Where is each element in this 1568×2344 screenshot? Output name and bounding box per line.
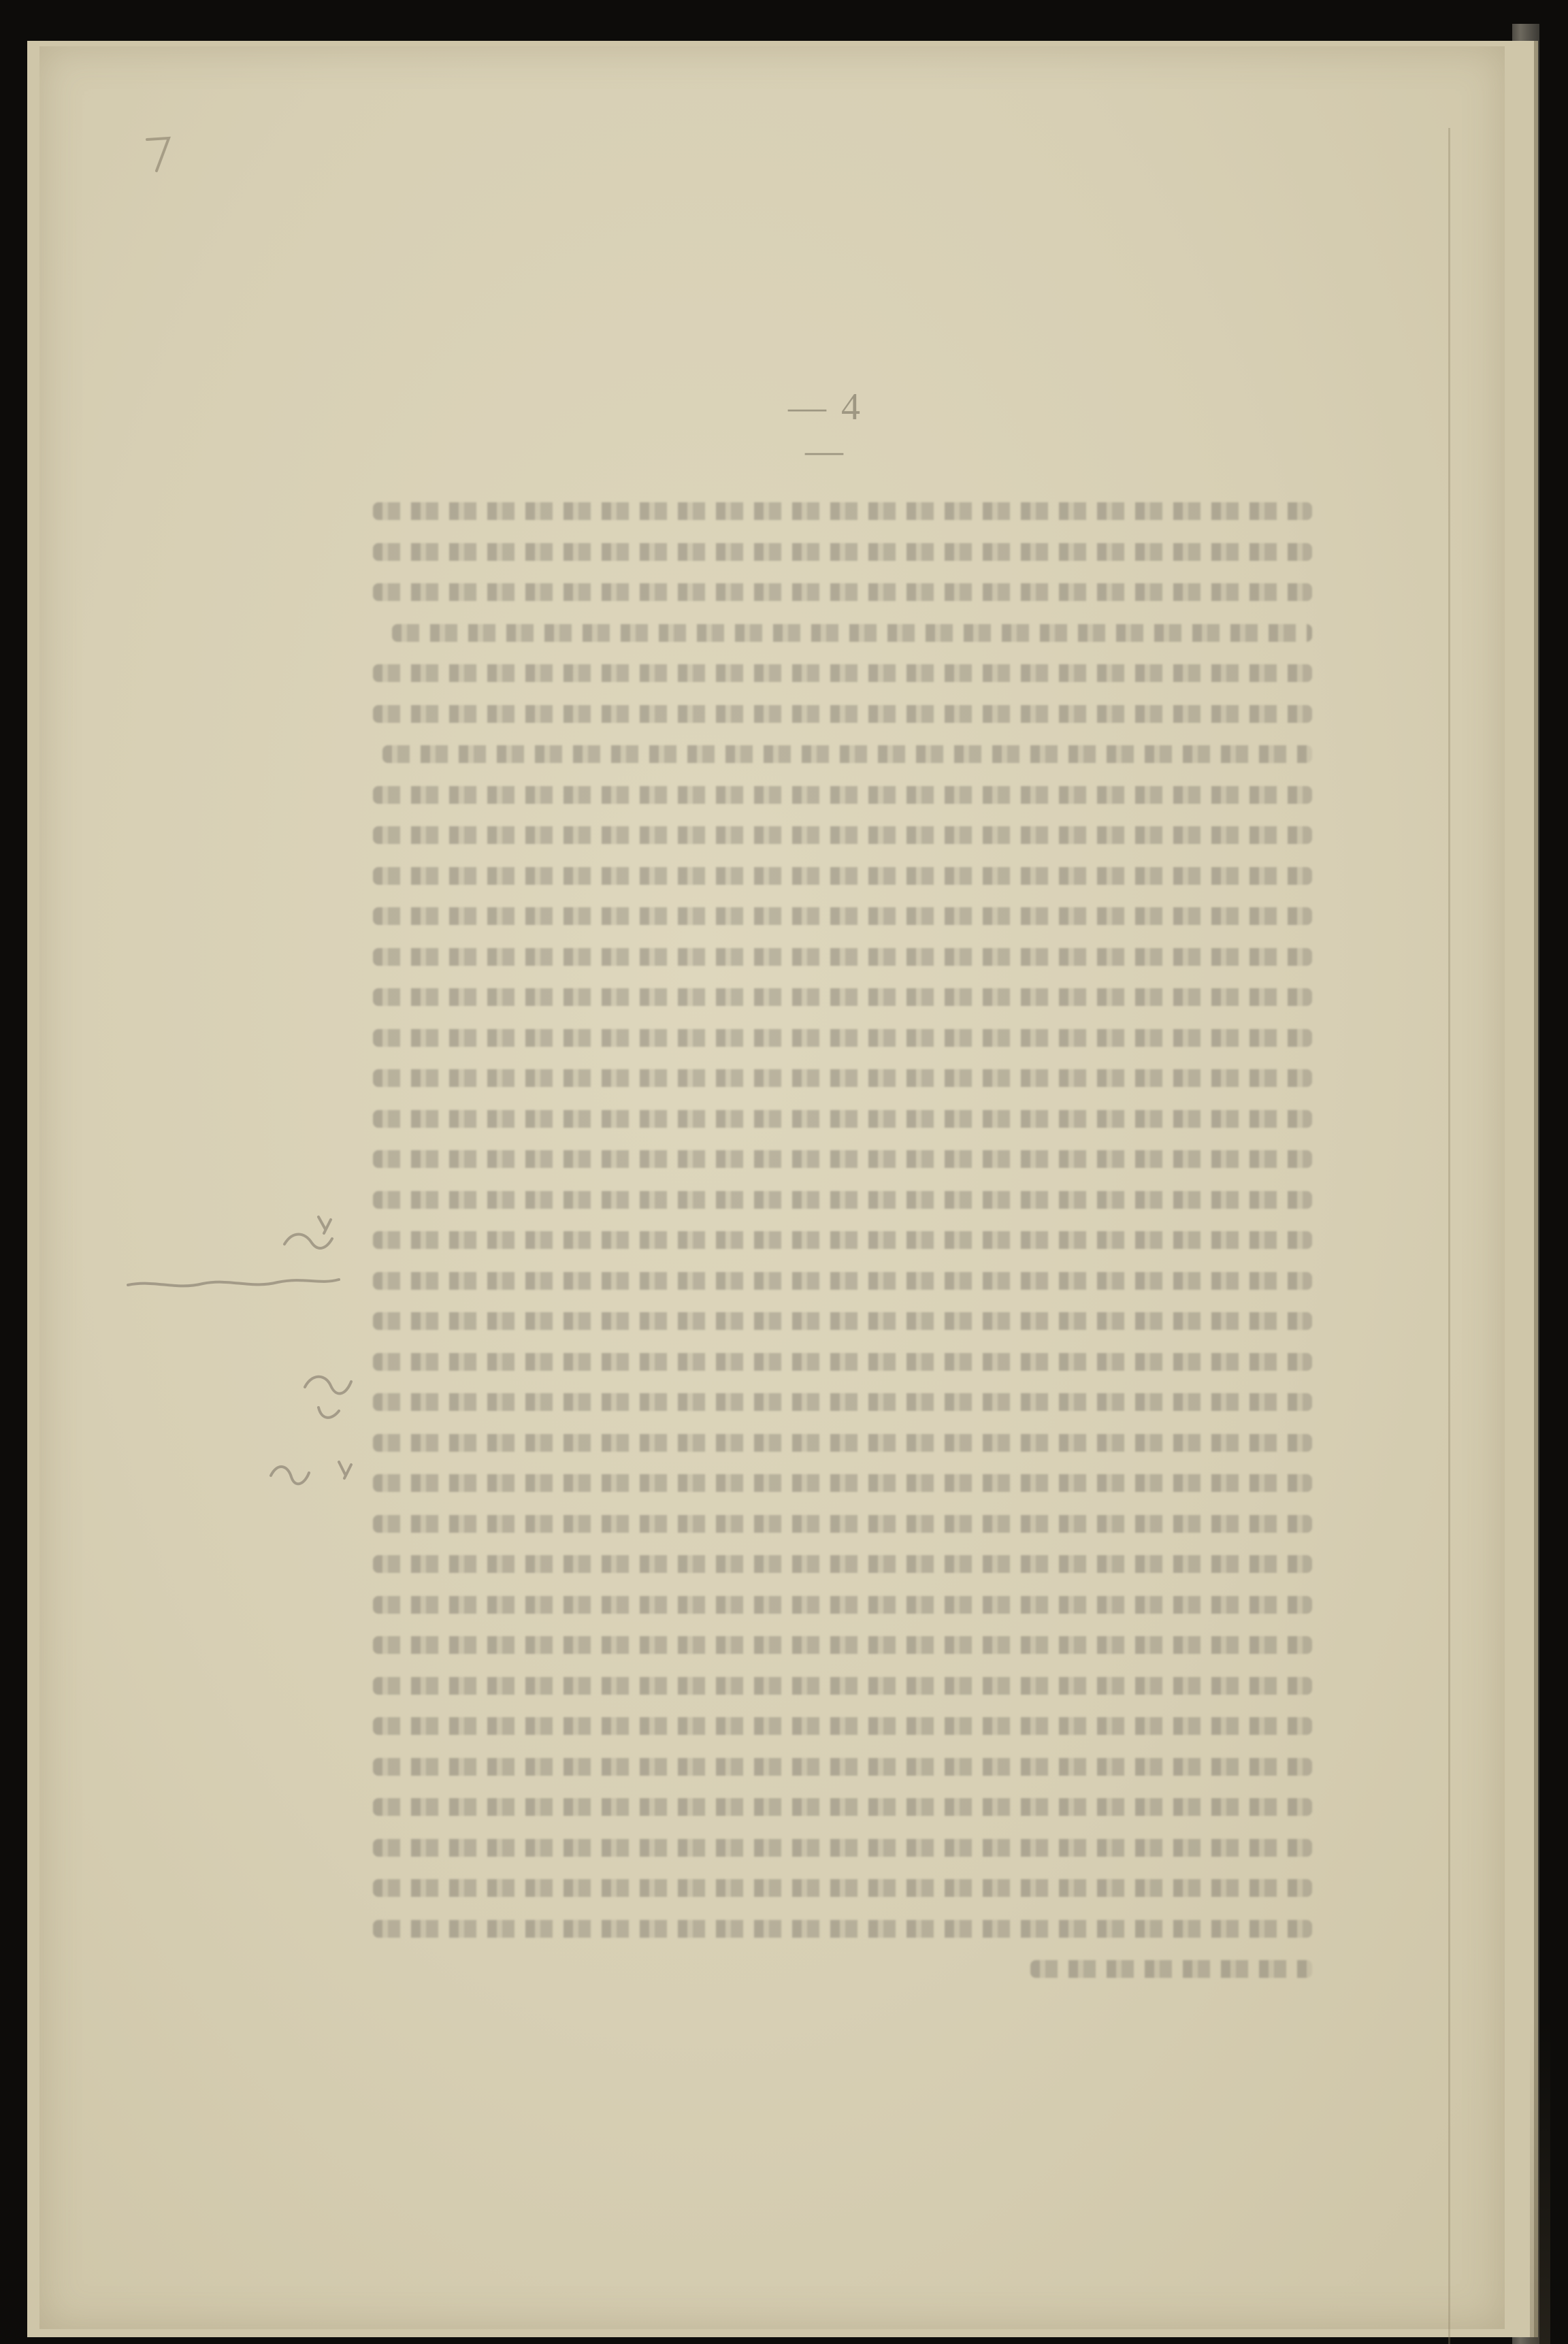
bleed-through-line [373,907,1312,925]
bleed-through-line [373,948,1312,966]
bleed-through-line [373,1596,1312,1614]
bleed-through-line [382,745,1312,763]
bleed-through-line [373,826,1312,844]
bleed-through-line [373,1434,1312,1452]
bleed-through-line [373,1029,1312,1047]
document-page [39,46,1505,2329]
bleed-through-line [373,1069,1312,1087]
bleed-through-line [373,1150,1312,1168]
bleed-through-line [373,502,1312,520]
bleed-through-line [373,786,1312,804]
bleed-through-line [373,1474,1312,1492]
bleed-through-line [373,1231,1312,1249]
bleed-through-line [373,664,1312,682]
bleed-through-line [373,1312,1312,1330]
bleed-through-line [373,705,1312,723]
bleed-through-line [1030,1960,1312,1978]
bleed-through-line [373,1839,1312,1857]
bleed-through-line [373,1191,1312,1209]
page-number: — 4 — [788,386,863,472]
bleed-through-line [373,1879,1312,1897]
bleed-through-line [373,583,1312,601]
bleed-through-line [373,1272,1312,1290]
bleed-through-line [373,1110,1312,1128]
pencil-margin-notes [114,1203,359,1523]
bleed-through-line [373,867,1312,885]
bleed-through-line [373,1555,1312,1573]
bleed-through-line [373,1798,1312,1816]
pencil-mark-top [142,131,182,179]
edge-stain [1530,2020,1550,2344]
bleed-through-line [373,988,1312,1006]
bleed-through-line [373,1920,1312,1938]
bleed-through-line [373,1353,1312,1371]
fold-line [1448,128,1450,2344]
bleed-through-line [392,624,1312,642]
bleed-through-line [373,1677,1312,1695]
bleed-through-line [373,1393,1312,1411]
bleed-through-line [373,1636,1312,1654]
bleed-through-line [373,543,1312,561]
bleed-through-line [373,1717,1312,1735]
bleed-through-line [373,1758,1312,1776]
bleed-through-line [373,1515,1312,1533]
bleed-through-text-block [373,502,1312,2013]
